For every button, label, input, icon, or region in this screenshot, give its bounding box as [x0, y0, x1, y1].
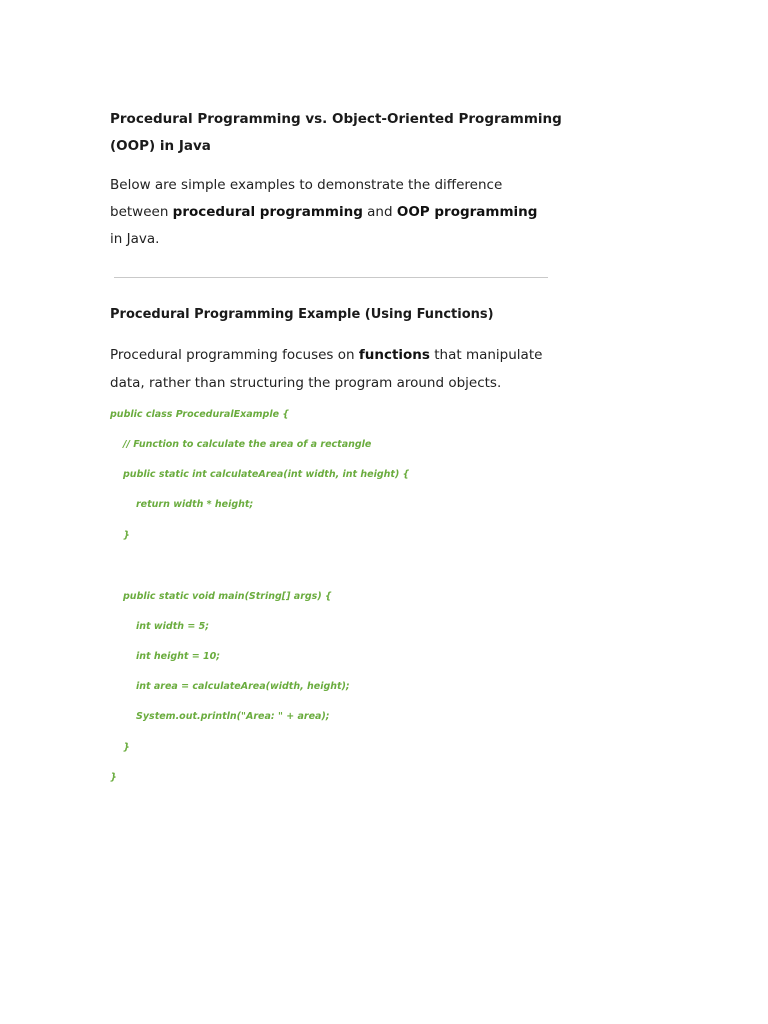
code-line-method-signature: public static int calculateArea(int width, int height) {	[123, 469, 410, 480]
code-line-class-declaration: public class ProceduralExample {	[110, 409, 290, 420]
intro-bold-procedural: procedural programming	[172, 204, 363, 220]
code-line-close-brace: }	[123, 530, 130, 541]
code-line-close-brace: }	[110, 772, 117, 783]
horizontal-divider	[114, 277, 548, 278]
section-description	[110, 341, 550, 397]
intro-text: in Java.	[110, 231, 160, 247]
section-heading: Procedural Programming Example (Using Functions)	[110, 307, 494, 322]
intro-paragraph	[110, 172, 550, 253]
description-text: that manipulate data, rather than structuring the program around objects.	[110, 347, 543, 391]
description-text: Procedural programming focuses on	[110, 347, 359, 363]
intro-text: and	[362, 204, 397, 220]
code-line-width: int width = 5;	[136, 621, 209, 632]
intro-text: Below are simple examples to demonstrate the difference between	[110, 177, 503, 220]
code-line-comment: // Function to calculate the area of a rectangle	[123, 439, 372, 450]
code-line-area: int area = calculateArea(width, height);	[136, 681, 350, 692]
code-line-println: System.out.println("Area: " + area);	[136, 711, 330, 722]
description-bold-functions: functions	[358, 347, 430, 363]
document-title: Procedural Programming vs. Object-Oriented Programming (OOP) in Java	[110, 111, 562, 154]
code-line-main-signature: public static void main(String[] args) {	[123, 591, 332, 602]
code-line-height: int height = 10;	[136, 651, 221, 662]
code-line-close-brace: }	[123, 742, 130, 753]
code-line-return: return width * height;	[136, 499, 254, 510]
intro-bold-oop: OOP programming	[396, 204, 538, 220]
